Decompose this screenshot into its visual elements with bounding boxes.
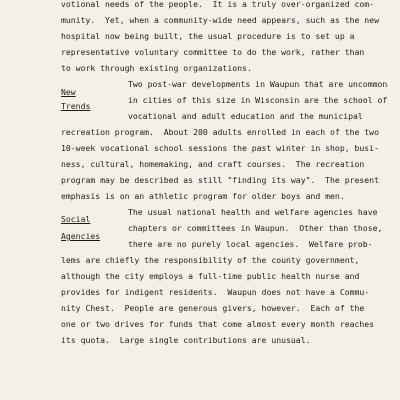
body-line: provides for indigent residents. Waupun does not have a Commu- <box>61 287 370 297</box>
body-line: representative voluntary committee to do the work, rather than <box>61 47 365 57</box>
body-line: there are no purely local agencies. Welfare prob- <box>128 239 373 249</box>
body-line: lems are chiefly the responsibility of the county government, <box>61 255 360 265</box>
body-line: emphasis is on an athletic program for older boys and men. <box>61 191 345 201</box>
body-line: ness, cultural, homemaking, and craft courses. The recreation <box>61 159 365 169</box>
side-heading-trends: Trends <box>61 101 91 111</box>
side-heading-social: Social <box>61 214 91 224</box>
body-line: in cities of this size in Wisconsin are the school of <box>128 95 388 105</box>
body-line: program may be described as still "finding its way". The present <box>61 175 379 185</box>
body-line: recreation program. About 200 adults enrolled in each of the two <box>61 127 379 137</box>
body-line: munity. Yet, when a community-wide need appears, such as the new <box>61 15 379 25</box>
body-line: vocational and adult education and the municipal <box>128 111 363 121</box>
body-line: to work through existing organizations. <box>61 63 252 73</box>
body-line: Two post-war developments in Waupun that are uncommon <box>128 79 388 89</box>
body-line: although the city employs a full-time public health nurse and <box>61 271 360 281</box>
side-heading-agencies: Agencies <box>61 231 101 241</box>
body-line: The usual national health and welfare agencies have <box>128 207 378 217</box>
body-line: votional needs of the people. It is a truly over-organized com- <box>61 0 375 9</box>
side-heading-new: New <box>61 87 76 97</box>
body-line: one or two drives for funds that come almost every month reaches <box>61 319 375 329</box>
body-line: 10-week vocational school sessions the past winter in shop, busi- <box>61 143 379 153</box>
body-line: nity Chest. People are generous givers, however. Each of the <box>61 303 365 313</box>
body-line: hospital now being built, the usual procedure is to set up a <box>61 31 355 41</box>
body-line: chapters or committees in Waupun. Other than those, <box>128 223 383 233</box>
body-line: its quota. Large single contributions are unusual. <box>61 335 311 345</box>
